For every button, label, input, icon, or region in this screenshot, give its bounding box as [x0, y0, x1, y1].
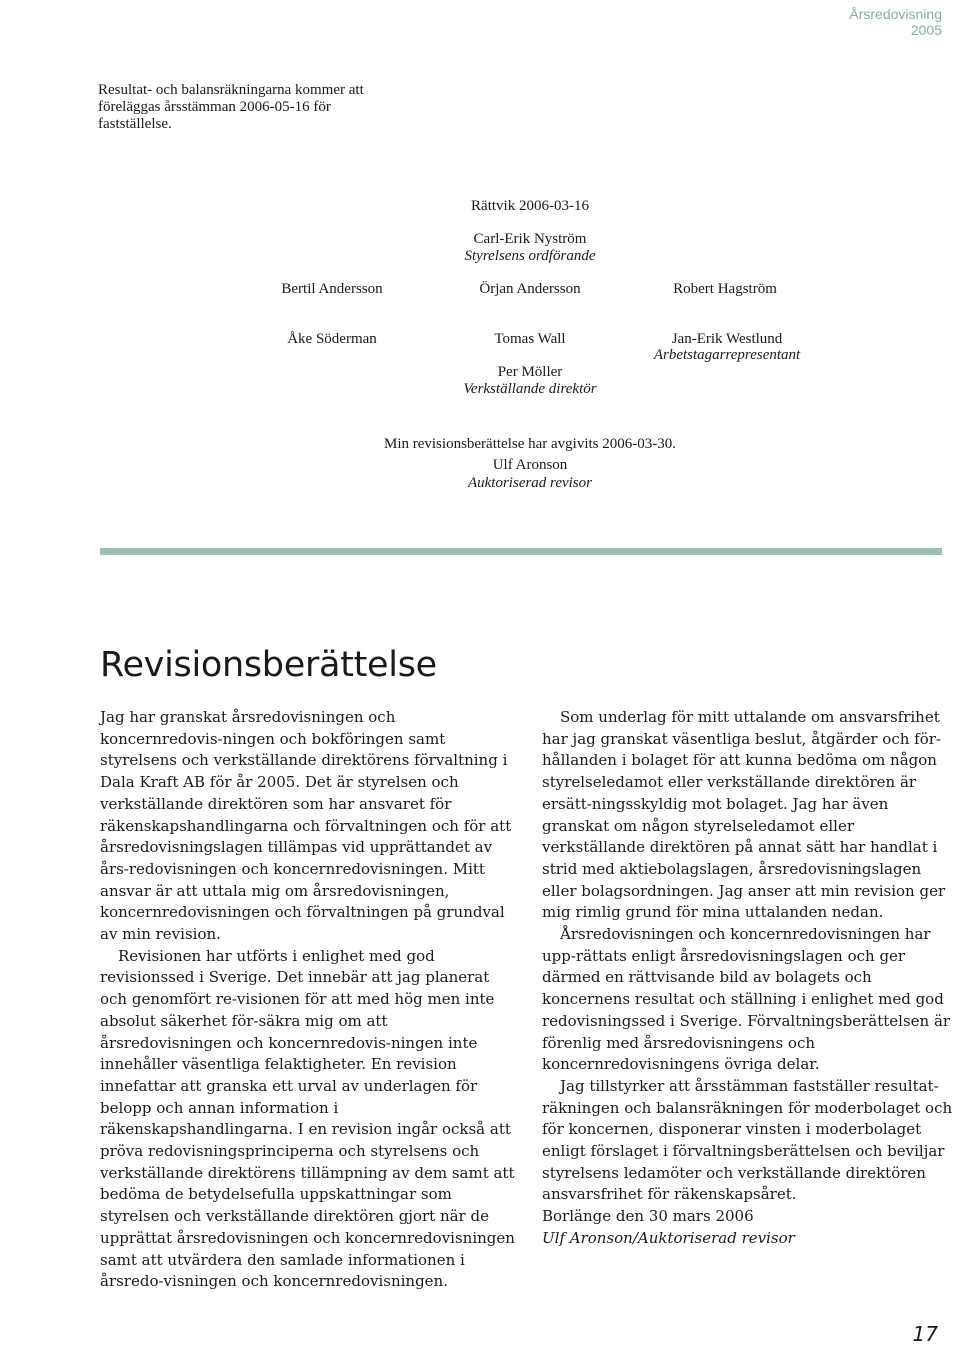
header-year: 2005: [910, 22, 942, 38]
text-column-right: [542, 707, 958, 1206]
signer-role: Arbetstagarrepresentant: [653, 347, 801, 363]
sign-name-role: Ulf Aronson/Auktoriserad revisor: [542, 1228, 795, 1247]
auditor-signature: [542, 1206, 795, 1249]
text-column-left: [100, 707, 515, 1293]
signer-name: Örjan Andersson: [479, 281, 581, 297]
signer-name: Robert Hagström: [673, 281, 777, 297]
auditor-role: Auktoriserad revisor: [467, 475, 592, 491]
header-title: Årsredovisning: [849, 6, 942, 22]
ceo-name: Per Möller: [497, 364, 563, 380]
section-title: Revisionsberättelse: [100, 645, 437, 685]
sign-place-date: Borlänge den 30 mars 2006: [542, 1207, 754, 1225]
paragraph: Jag har granskat årsredovisningen och koncernredovis-ningen och bokföringen samt styrelsens och verkställande direktörens förvaltning i Dala Kraft AB för år 2005. Det är styrelsen och verkställande direktören som har ansvaret för räkenskapshandlingarna och förvaltningen och för att årsredovisningslagen tillämpas vid upprättandet av års-redovisningen och koncernredovisningen. Mitt ansvar är att uttala mig om årsredovisningen, koncernredovisningen och förvaltningen på grundval av min revision.: [100, 708, 512, 944]
section-divider: [100, 548, 942, 555]
place-date: Rättvik 2006-03-16: [471, 198, 589, 214]
paragraph: Årsredovisningen och koncernredovisningen har upp-rättats enligt årsredovisningslagen och ger därmed en rättvisande bild av bolagets och koncernens resultat och ställning i enlighet med god redovisningssed i Sverige. Förvaltningsberättelsen är förenlig med årsredovisningens och koncernredovisningens övriga delar.: [542, 925, 951, 1074]
ceo-role: Verkställande direktör: [463, 381, 597, 397]
page-number: 17: [912, 1322, 938, 1346]
chair-role: Styrelsens ordförande: [464, 248, 596, 264]
audit-note: Min revisionsberättelse har avgivits 2006-03-30.: [383, 436, 677, 452]
signer-name: Jan-Erik Westlund: [671, 331, 783, 347]
paragraph: Som underlag för mitt uttalande om ansvarsfrihet har jag granskat väsentliga beslut, åtgärder och för-hållanden i bolaget för att kunna bedöma om någon styrelseledamot eller verkställande direktören är ersätt-ningsskyldig mot bolaget. Jag har även granskat om någon styrelseledamot eller verkställande direktören på annat sätt har handlat i strid med aktiebolagslagen, årsredovisningslagen eller bolagsordningen. Jag anser att min revision ger mig rimlig grund för mina uttalanden nedan.: [542, 708, 946, 922]
paragraph: Jag tillstyrker att årsstämman fastställer resultat-räkningen och balansräkningen för moderbolaget och för koncernen, disponerar vinsten i moderbolaget enligt förslaget i förvaltningsberättelsen och beviljar styrelsens ledamöter och verkställande direktören ansvarsfrihet för räkenskapsåret.: [542, 1076, 953, 1204]
signer-name: Bertil Andersson: [281, 281, 383, 297]
signer-name: Tomas Wall: [494, 331, 566, 347]
paragraph: Revisionen har utförts i enlighet med god revisionssed i Sverige. Det innebär att jag planerat och genomfört re-visionen för att med hög men inte absolut säkerhet för-säkra mig om att årsredovisningen och koncernredovis-ningen inte innehåller väsentliga felaktigheter. En revision innefattar att granska ett urval av underlagen för belopp och annan information i räkenskapshandlingarna. I en revision ingår också att pröva redovisningsprinciperna och styrelsens och verkställande direktörens tillämpning av dem samt att bedöma de betydelsefulla uppskattningar som styrelsen och verkställande direktören gjort när de upprättat årsredovisningen och koncernredovisningen samt att utvärdera den samlade informationen i årsredo-visningen och koncernredovisningen.: [100, 946, 515, 1291]
auditor-name: Ulf Aronson: [492, 457, 568, 473]
signer-name: Åke Söderman: [287, 331, 377, 347]
intro-text: Resultat- och balansräkningarna kommer att föreläggas årsstämman 2006-05-16 för fastställelse.: [98, 82, 364, 132]
chair-name: Carl-Erik Nyström: [473, 231, 587, 247]
